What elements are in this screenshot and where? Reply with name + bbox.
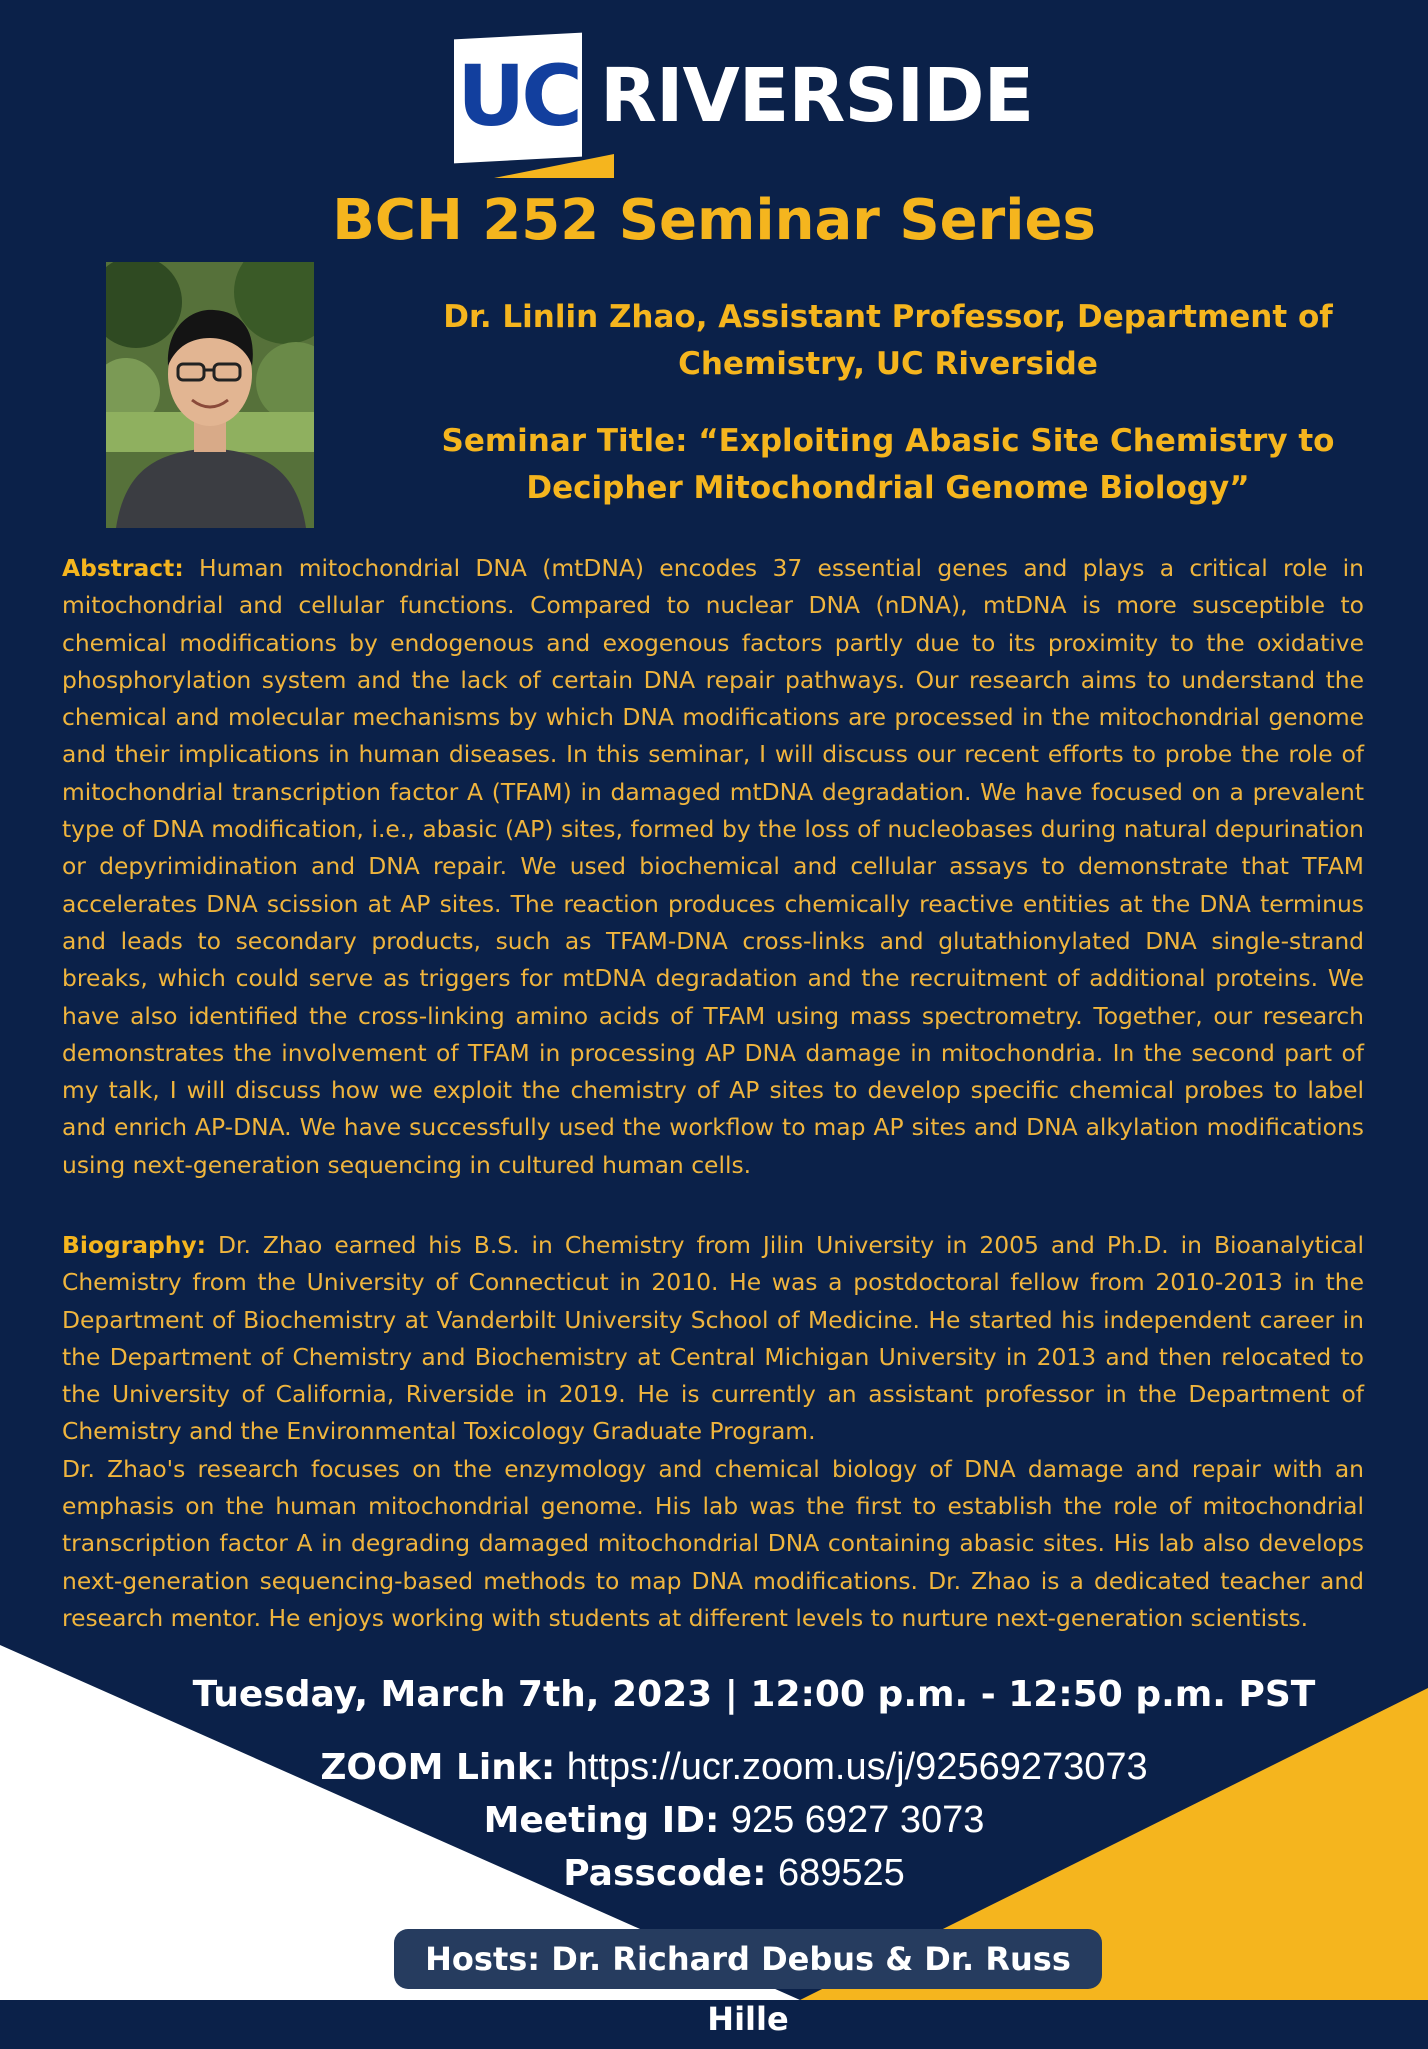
meeting-id-label: Meeting ID: bbox=[483, 1800, 720, 1841]
zoom-link-line bbox=[0, 1741, 1428, 1794]
abstract-text: Human mitochondrial DNA (mtDNA) encodes 37 essential genes and plays a critical role in mitochondrial and cellular functions. Compared to nuclear DNA (nDNA), mtDNA is more susceptible to chemical modifications by endogenous and exogenous factors partly due to its proximity to the oxidative phosphorylation system and the lack of certain DNA repair pathways. Our research aims to understand the chemical and molecular mechanisms by which DNA modifications are processed in the mitochondrial genome and their implications in human diseases. In this seminar, I will discuss our recent efforts to probe the role of mitochondrial transcription factor A (TFAM) in damaged mtDNA degradation. We have focused on a prevalent type of DNA modification, i.e., abasic (AP) sites, formed by the loss of nucleobases during natural depurination or depyrimidination and DNA repair. We used biochemical and cellular assays to demonstrate that TFAM accelerates DNA scission at AP sites. The reaction produces chemically reactive entities at the DNA terminus and leads to secondary products, such as TFAM-DNA cross-links and glutathionylated DNA single-strand breaks, which could serve as triggers for mtDNA degradation and the recruitment of additional proteins. We have also identified the cross-linking amino acids of TFAM using mass spectrometry. Together, our research demonstrates the involvement of TFAM in processing AP DNA damage in mitochondria. In the second part of my talk, I will discuss how we exploit the chemistry of AP sites to develop specific chemical probes to label and enrich AP-DNA. We have successfully used the workflow to map AP sites and DNA alkylation modifications using next-generation sequencing in cultured human cells. bbox=[62, 554, 1364, 1179]
abstract-paragraph bbox=[62, 550, 1364, 1184]
speaker-photo bbox=[106, 262, 314, 528]
biography-text: Dr. Zhao earned his B.S. in Chemistry from Jilin University in 2005 and Ph.D. in Bioanalytical Chemistry from the University of Connecticut in 2010. He was a postdoctoral fellow from 2010-2013 in the Department of Biochemistry at Vanderbilt University School of Medicine. He started his independent career in the Department of Chemistry and Biochemistry at Central Michigan University in 2013 and then relocated to the University of California, Riverside in 2019. He is currently an assistant professor in the Department of Chemistry and the Environmental Toxicology Graduate Program. bbox=[62, 1231, 1364, 1446]
passcode-label: Passcode: bbox=[563, 1853, 767, 1894]
zoom-link[interactable]: https://ucr.zoom.us/j/92569273073 bbox=[566, 1746, 1148, 1788]
biography-section bbox=[62, 1227, 1364, 1637]
speaker-name-affiliation: Dr. Linlin Zhao, Assistant Professor, Department of Chemistry, UC Riverside bbox=[443, 299, 1333, 382]
biography-label: Biography: bbox=[62, 1231, 206, 1259]
biography-paragraph-2: Dr. Zhao's research focuses on the enzymology and chemical biology of DNA damage and repair with an emphasis on the human mitochondrial genome. His lab was the first to establish the role of mitochondrial transcription factor A in degrading damaged mitochondrial DNA containing abasic sites. His lab also develops next-generation sequencing-based methods to map DNA modifications. Dr. Zhao is a dedicated teacher and research mentor. He enjoys working with students at different levels to nurture next-generation scientists. bbox=[62, 1454, 1364, 1632]
logo-riverside-text: RIVERSIDE bbox=[600, 53, 1034, 139]
meeting-id-value: 925 6927 3073 bbox=[730, 1799, 985, 1841]
passcode-value: 689525 bbox=[777, 1852, 905, 1894]
hosts-badge: Hosts: Dr. Richard Debus & Dr. Russ Hille bbox=[394, 1929, 1102, 1989]
abstract-label: Abstract: bbox=[62, 554, 184, 582]
passcode-line bbox=[0, 1847, 1428, 1900]
zoom-label: ZOOM Link: bbox=[320, 1747, 556, 1788]
event-datetime: Tuesday, March 7th, 2023 | 12:00 p.m. - 12:50 p.m. PST bbox=[192, 1674, 1316, 1715]
seminar-title: Seminar Title: “Exploiting Abasic Site Chemistry to Decipher Mitochondrial Genome Biology” bbox=[441, 423, 1335, 506]
meeting-id-line bbox=[0, 1794, 1428, 1847]
biography-paragraph bbox=[62, 1227, 1364, 1451]
logo-uc-text: UC bbox=[457, 47, 579, 145]
series-title: BCH 252 Seminar Series bbox=[332, 188, 1096, 253]
uc-riverside-logo bbox=[454, 36, 1034, 182]
